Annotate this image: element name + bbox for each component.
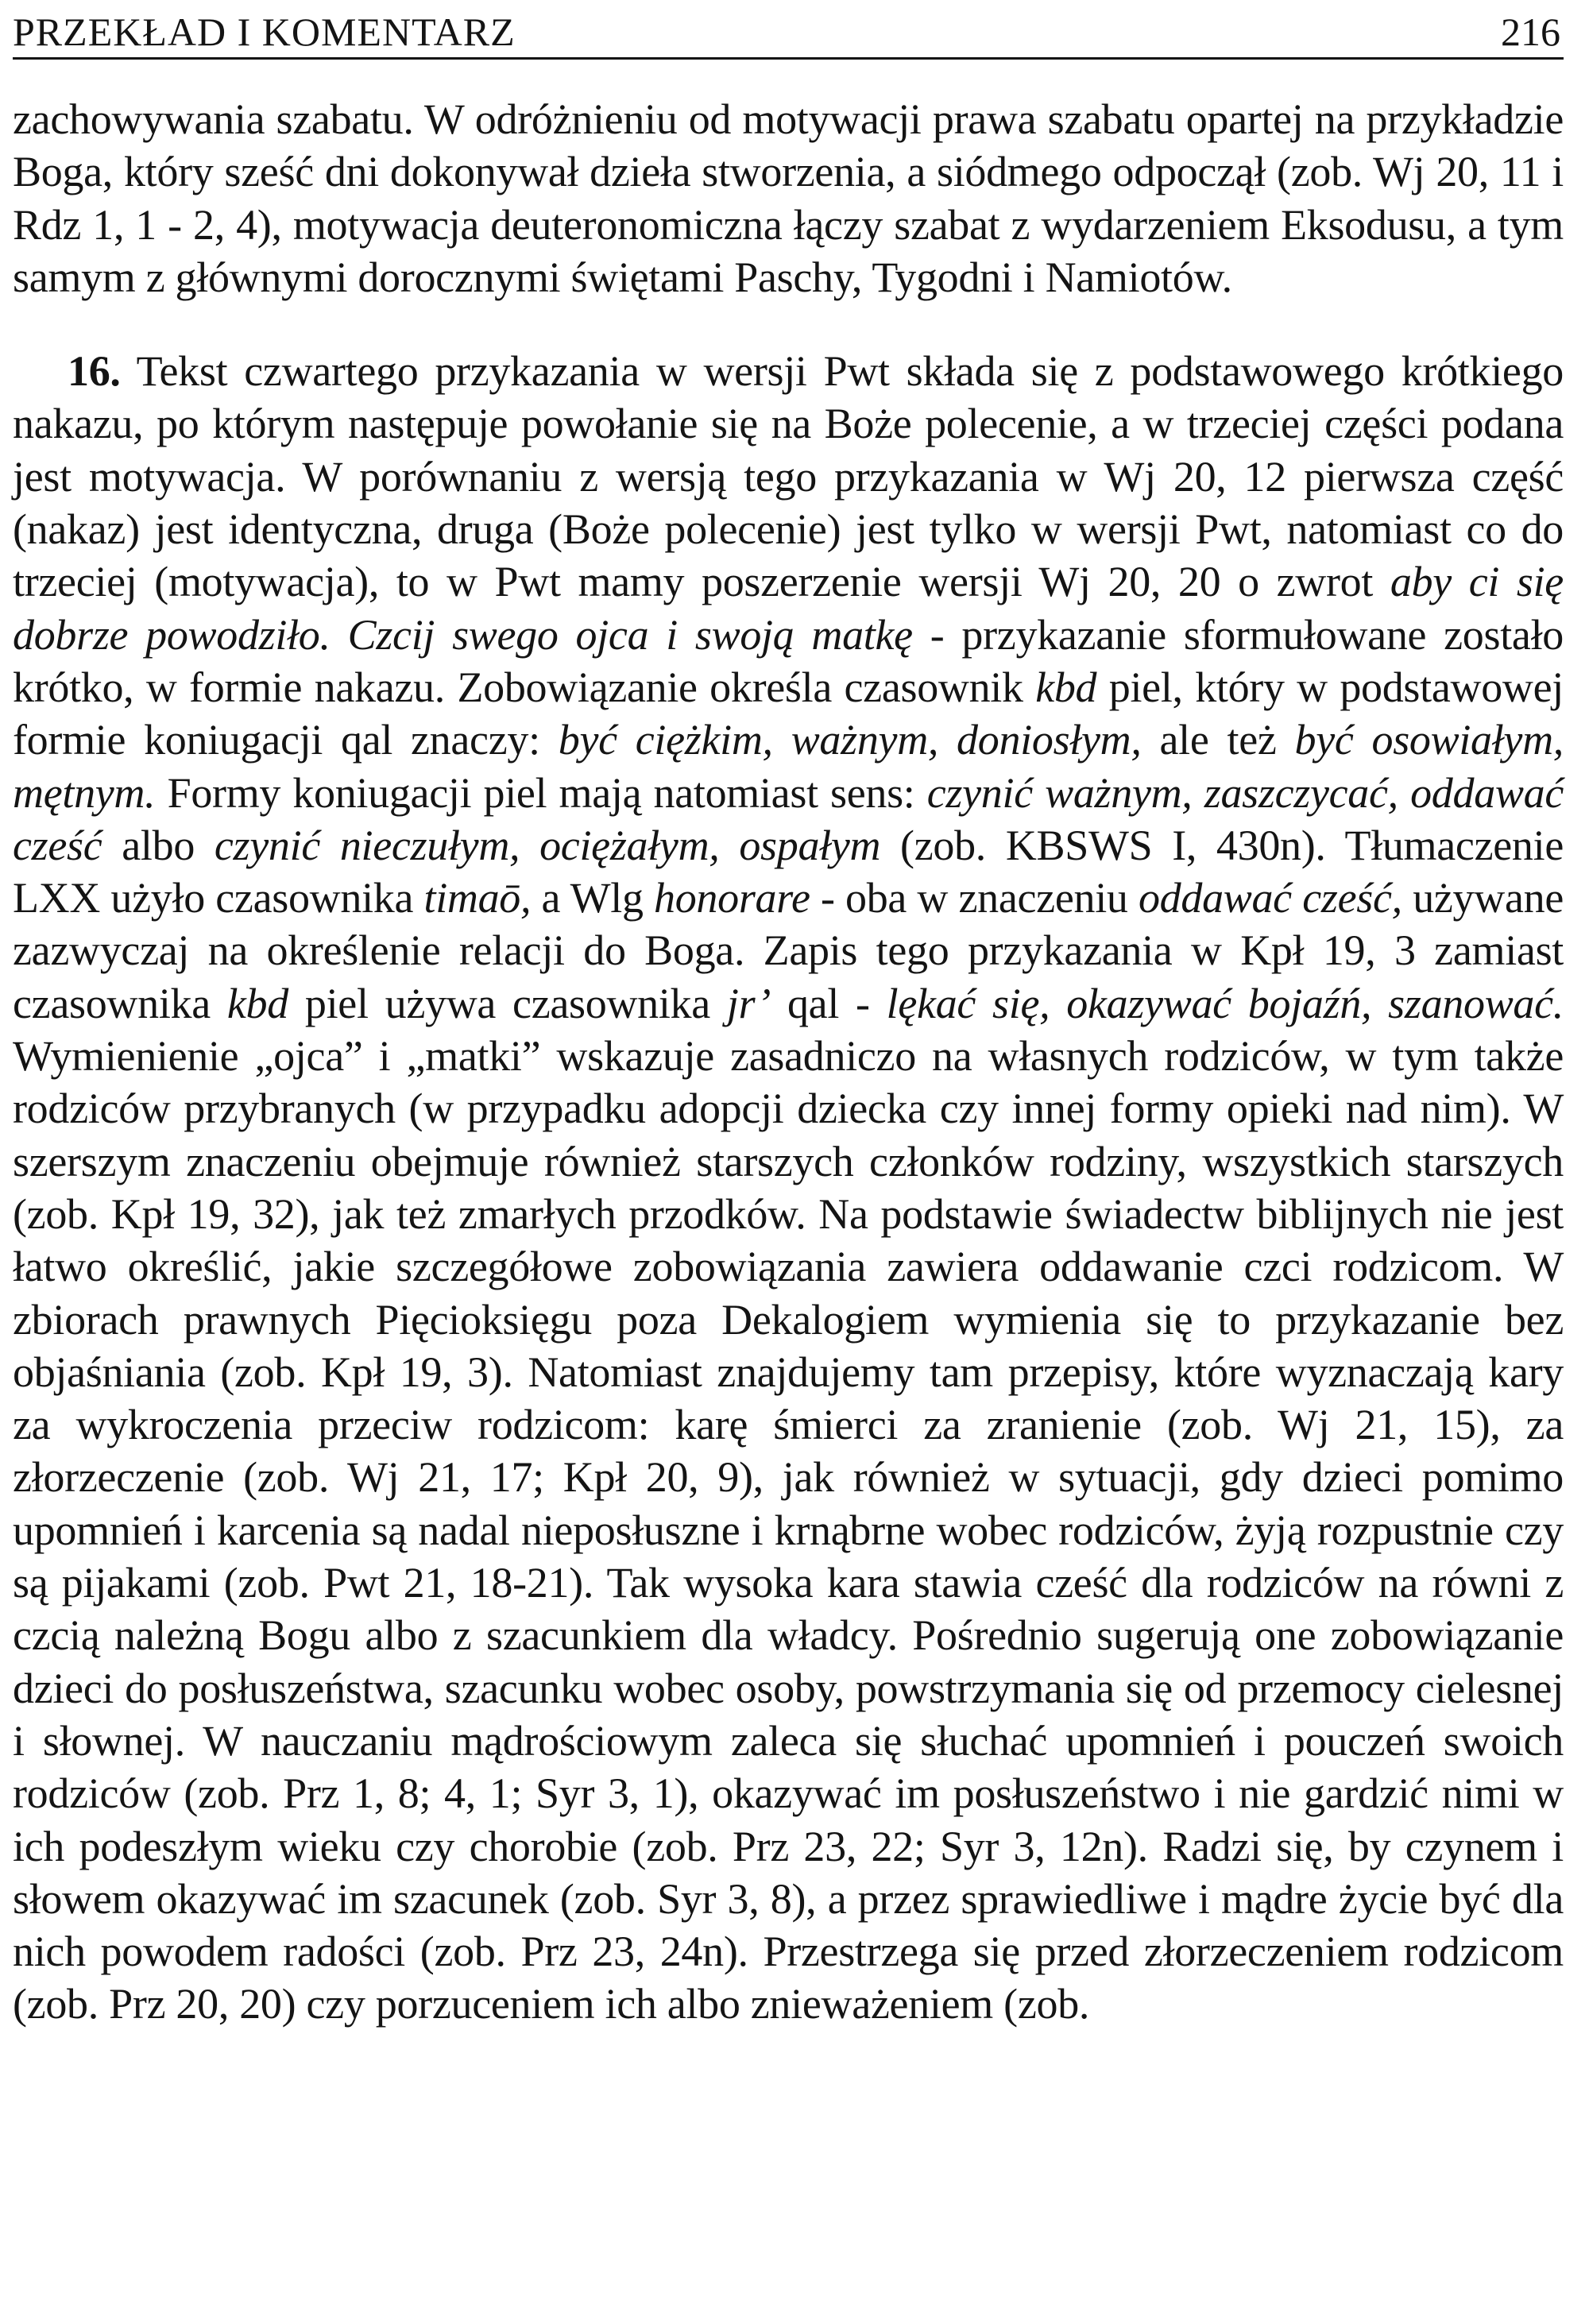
italic-term: honorare <box>654 874 810 922</box>
italic-phrase: czynić nieczułym, ociężałym, ospałym <box>214 821 881 869</box>
italic-phrase: być osowiałym, mętnym. <box>13 716 1564 817</box>
italic-term: timaō, <box>423 874 532 922</box>
running-header <box>13 6 1564 60</box>
paragraph-verse-16 <box>13 345 1564 2031</box>
text-run: (zob. KBSWS I, 430n). Tłumaczenie LXX użyło czasownika <box>13 821 1564 922</box>
italic-term: kbd <box>1035 663 1097 711</box>
body-text <box>13 93 1564 2031</box>
italic-phrase: czynić ważnym, zaszczycać, oddawać cześć <box>13 768 1564 869</box>
text-run: ale też <box>1141 716 1295 764</box>
text-run: używane zazwyczaj na określenie relacji do Boga. Zapis tego przykazania w Kpł 19, 3 zamiast czasownika <box>13 874 1564 1027</box>
text-run: zachowywania szabatu. W odróżnieniu od motywacji prawa szabatu opartej na przykładzie Boga, który sześć dni dokonywał dzieła stworzenia, a siódmego odpoczął (zob. Wj 20, 11 i Rdz 1, 1 - 2, 4), motywacja deuteronomiczna łączy szabat z wydarzeniem Eksodusu, a tym samym z głównymi dorocznymi świętami Paschy, Tygodni i Namiotów. <box>13 95 1564 301</box>
italic-phrase: być ciężkim, ważnym, doniosłym, <box>558 716 1142 764</box>
text-run: Tekst czwartego przykazania w wersji Pwt składa się z podstawowego krótkiego nakazu, po którym następuje powołanie się na Boże polecenie, a w trzeciej części podana jest motywacja. W porównaniu z wersją tego przykazania w Wj 20, 12 pierwsza część (nakaz) jest identyczna, druga (Boże polecenie) jest tylko w wersji Pwt, natomiast co do trzeciej (motywacja), to w Pwt mamy poszerzenie wersji Wj 20, 20 o zwrot <box>13 347 1564 606</box>
text-run: piel używa czasownika <box>288 979 727 1027</box>
text-run: piel, który w podstawowej formie koniugacji qal znaczy: <box>13 663 1564 764</box>
text-run: Wymienienie „ojca” i „matki” wskazuje zasadniczo na własnych rodziców, w tym także rodziców przybranych (w przypadku adopcji dziecka czy innej formy opieki nad nim). W szerszym znaczeniu obejmuje również starszych członków rodziny, wszystkich starszych (zob. Kpł 19, 32), jak też zmarłych przodków. Na podstawie świadectw biblijnych nie jest łatwo określić, jakie szczegółowe zobowiązania zawiera oddawanie czci rodzicom. W zbiorach prawnych Pięcioksięgu poza Dekalogiem wymienia się to przykazanie bez objaśniania (zob. Kpł 19, 3). Natomiast znajdujemy tam przepisy, które wyznaczają kary za wykroczenia przeciw rodzicom: karę śmierci za zranienie (zob. Wj 21, 15), za złorzeczenie (zob. Wj 21, 17; Kpł 20, 9), jak również w sytuacji, gdy dzieci pomimo upomnień i karcenia są nadal nieposłuszne i krnąbrne wobec rodziców, żyją rozpustnie czy są pijakami (zob. Pwt 21, 18-21). Tak wysoka kara stawia cześć dla rodziców na równi z czcią należną Bogu albo z szacunkiem dla władcy. Pośrednio sugerują one zobowiązanie dzieci do posłuszeństwa, szacunku wobec osoby, powstrzymania się od przemocy cielesnej i słownej. W nauczaniu mądrościowym zaleca się słuchać upomnień i pouczeń swoich rodziców (zob. Prz 1, 8; 4, 1; Syr 3, 1), okazywać im posłuszeństwo i nie gardzić nimi w ich podeszłym wieku czy chorobie (zob. Prz 23, 22; Syr 3, 12n). Radzi się, by czynem i słowem okazywać im szacunek (zob. Syr 3, 8), a przez sprawiedliwe i mądre życie być dla nich powodem radości (zob. Prz 23, 24n). Przestrzega się przed złorzeczeniem rodzicom (zob. Prz 20, 20) czy porzuceniem ich albo znieważeniem (zob. <box>13 1032 1564 2028</box>
italic-term: jr’ <box>726 979 771 1027</box>
italic-term: kbd <box>226 979 288 1027</box>
text-run: - przykazanie sformułowane zostało krótko, w formie nakazu. Zobowiązanie określa czasownik <box>13 610 1564 711</box>
text-run: qal - <box>771 979 887 1027</box>
running-title: PRZEKŁAD I KOMENTARZ <box>13 10 516 54</box>
text-run: albo <box>102 821 215 869</box>
text-run: Formy koniugacji piel mają natomiast sens: <box>155 768 927 817</box>
book-page <box>13 0 1564 2324</box>
page-number: 216 <box>1501 10 1560 54</box>
text-run: a Wlg <box>531 874 655 922</box>
text-run: - oba w znaczeniu <box>810 874 1139 922</box>
paragraph-continuation <box>13 93 1564 304</box>
italic-phrase: aby ci się dobrze powodziło. Czcij swego ojca i swoją matkę <box>13 558 1564 659</box>
verse-number: 16. <box>68 347 121 396</box>
italic-phrase: lękać się, okazywać bojaźń, szanować. <box>886 979 1564 1027</box>
italic-phrase: oddawać cześć, <box>1138 874 1402 922</box>
